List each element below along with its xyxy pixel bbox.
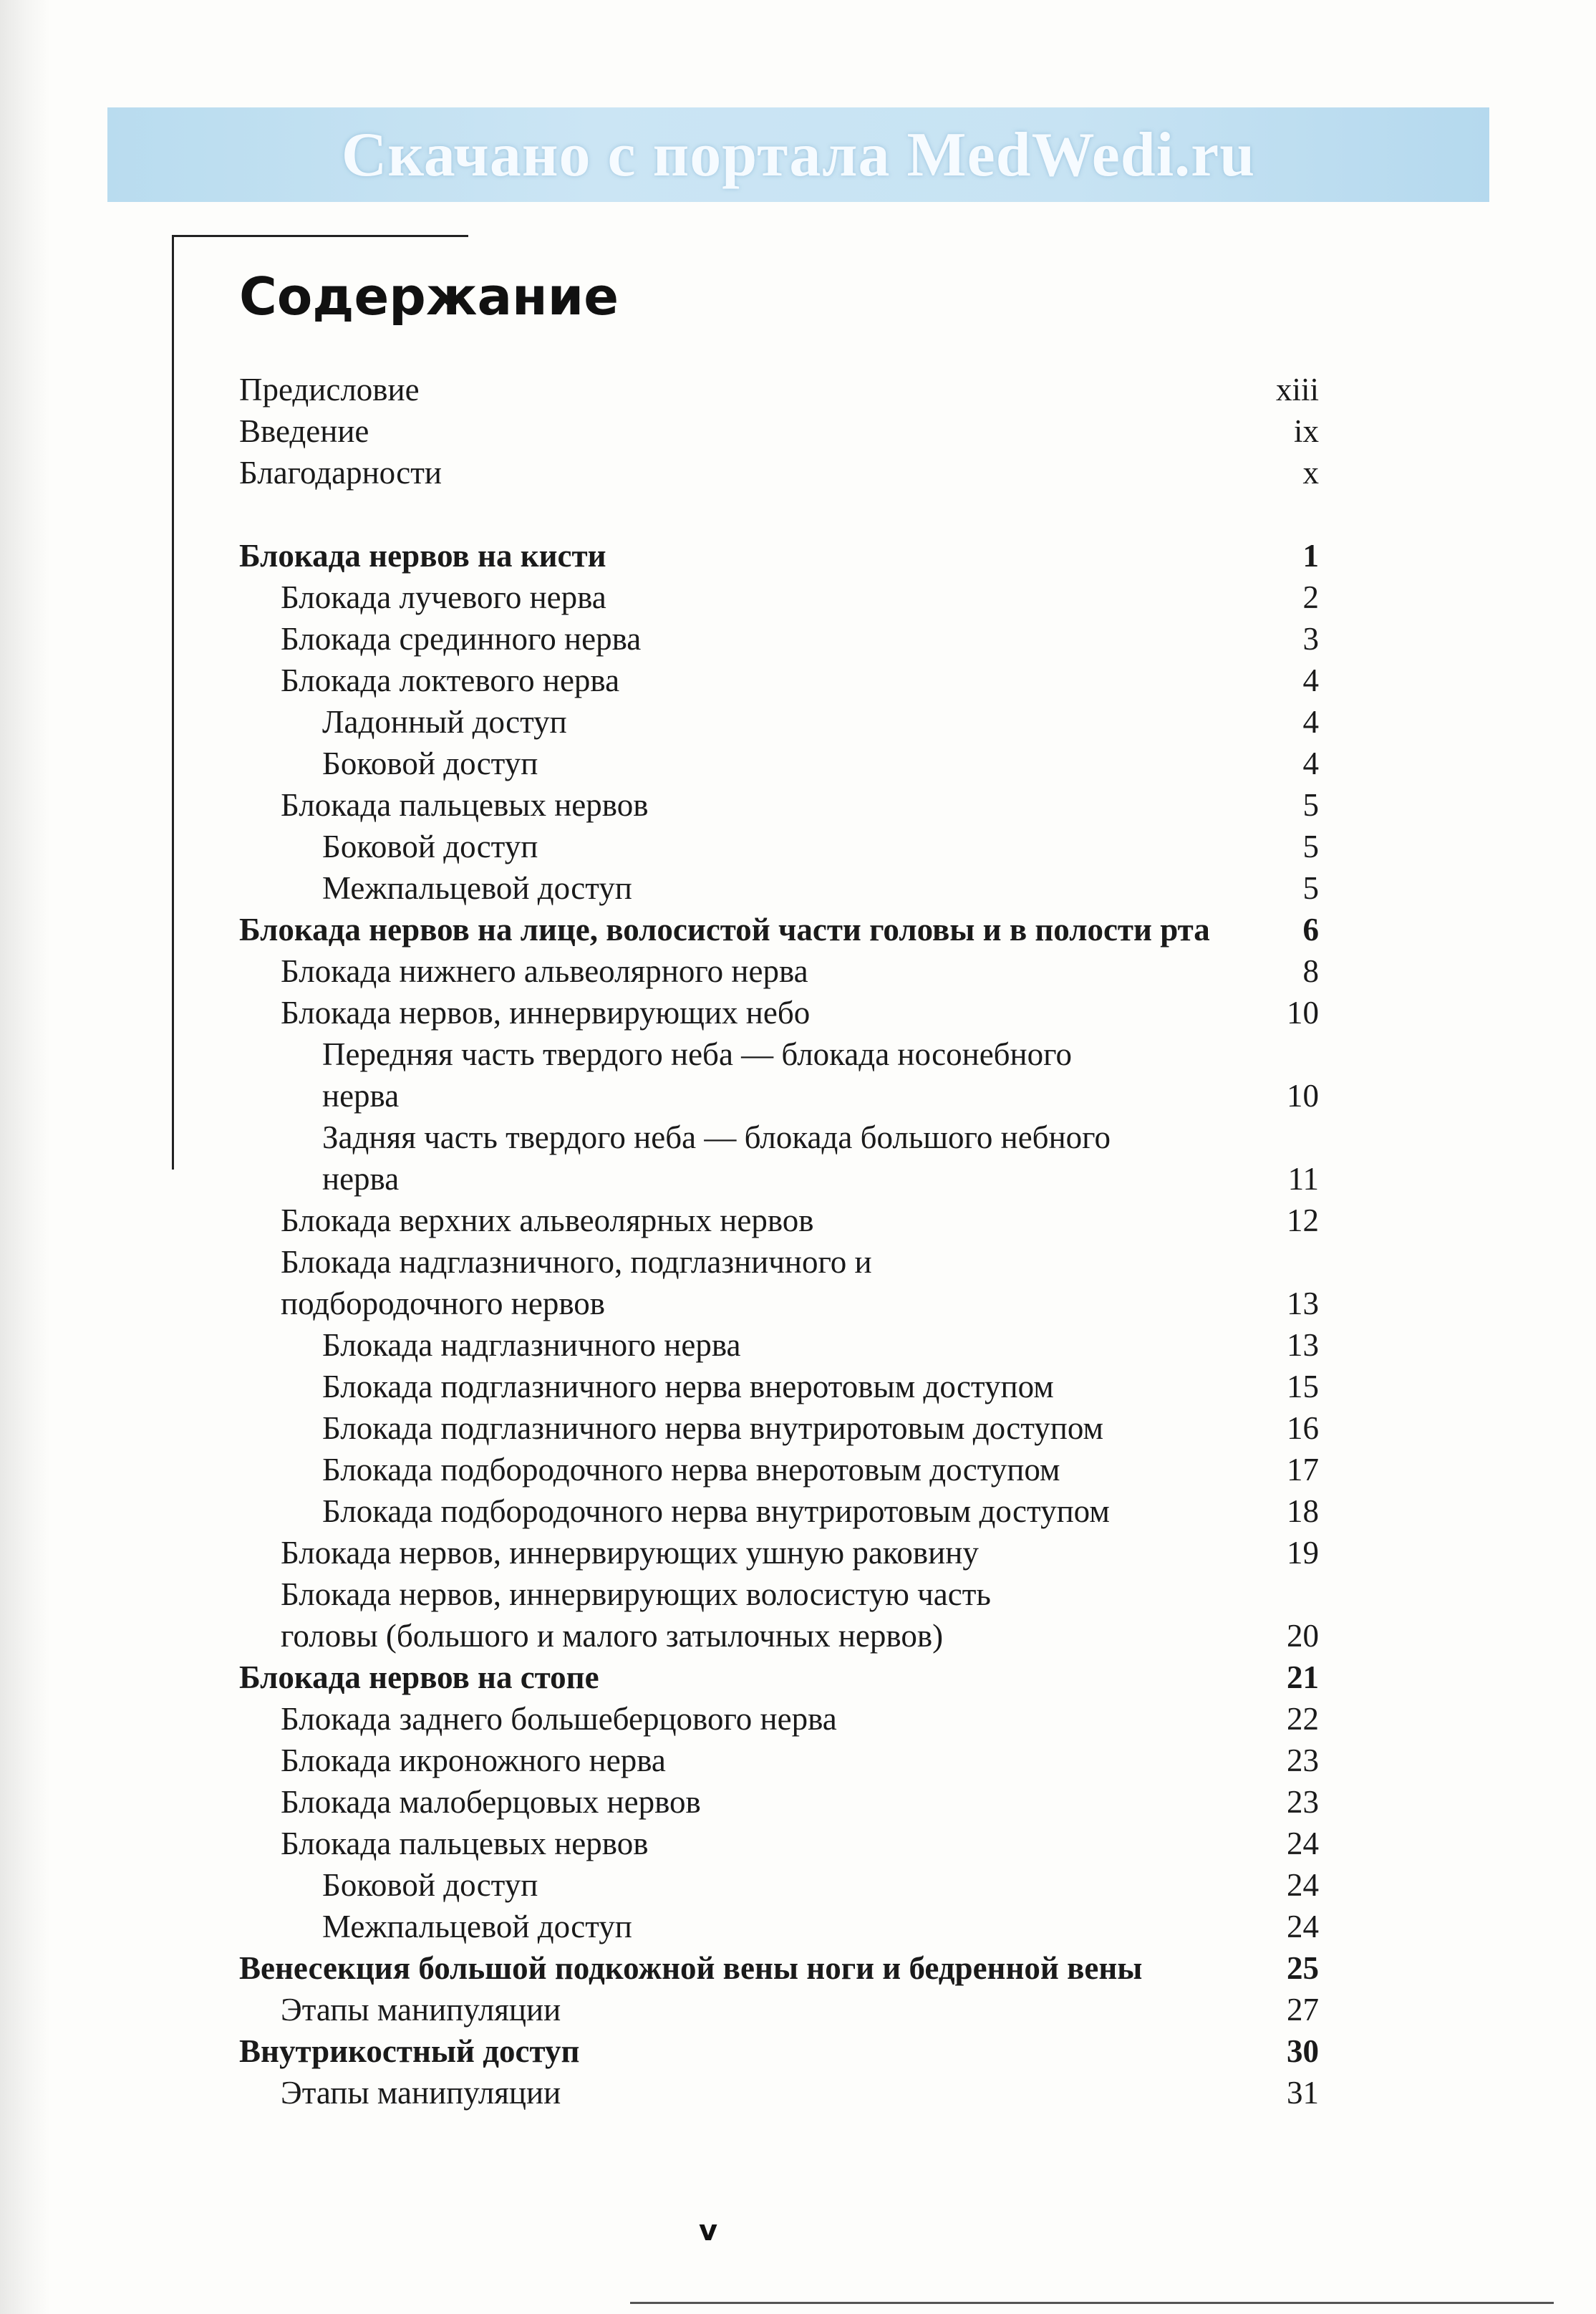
toc-entry[interactable] [239, 1781, 1319, 1823]
toc-entry[interactable] [239, 1947, 1319, 1989]
toc-entry-label: Боковой доступ [322, 746, 538, 781]
toc-entry[interactable] [239, 618, 1319, 660]
toc-entry-page: 22 [1287, 1701, 1319, 1737]
toc-entry[interactable] [239, 950, 1319, 992]
toc-entry-label: Этапы манипуляции [281, 2075, 561, 2111]
toc-entry-label: Блокада нервов на лице, волосистой части головы и в полости рта [239, 912, 1210, 948]
toc-entry-page: 13 [1287, 1286, 1319, 1321]
toc-entry-label: Задняя часть твердого неба — блокада большого небного [322, 1119, 1111, 1155]
toc-entry[interactable] [239, 701, 1319, 743]
toc-entry-page: 11 [1287, 1161, 1319, 1197]
toc-entry[interactable] [239, 369, 1319, 410]
toc-entry-page: 10 [1287, 995, 1319, 1031]
toc-entry-label: нерва [322, 1161, 400, 1197]
toc-entry-page: 5 [1302, 787, 1319, 823]
table-of-contents [239, 369, 1319, 2113]
toc-entry-page: 10 [1287, 1078, 1319, 1114]
toc-entry-page: 12 [1287, 1202, 1319, 1238]
toc-entry-page: 4 [1302, 662, 1319, 698]
toc-entry-page: 24 [1287, 1867, 1319, 1903]
toc-entry-label: Межпальцевой доступ [322, 870, 632, 906]
toc-entry-label: Блокада подбородочного нерва внутриротовым доступом [322, 1493, 1110, 1529]
toc-entry[interactable] [239, 1906, 1319, 1947]
watermark-banner [107, 107, 1489, 202]
toc-entry-label: Блокада пальцевых нервов [281, 787, 649, 823]
toc-entry-page: 4 [1302, 746, 1319, 781]
toc-entry[interactable] [239, 1989, 1319, 2030]
toc-entry-label: Блокада заднего большеберцового нерва [281, 1701, 837, 1737]
toc-entry-label: Введение [239, 413, 369, 449]
scan-edge-shadow [0, 0, 50, 2314]
toc-entry-label: Блокада пальцевых нервов [281, 1826, 649, 1861]
toc-entry[interactable] [239, 1657, 1319, 1698]
toc-entry[interactable] [239, 784, 1319, 826]
toc-entry-label: Блокада малоберцовых нервов [281, 1784, 701, 1820]
toc-entry-page: 21 [1287, 1659, 1319, 1695]
toc-entry[interactable] [239, 452, 1319, 493]
toc-entry-page: 30 [1287, 2033, 1319, 2069]
toc-entry[interactable] [239, 1407, 1319, 1449]
toc-entry-page: 24 [1287, 1909, 1319, 1944]
toc-entry-page: 1 [1302, 538, 1319, 574]
toc-entry[interactable] [239, 1033, 1319, 1075]
toc-entry-label: Блокада нервов, иннервирующих небо [281, 995, 811, 1031]
toc-entry-label: подбородочного нервов [281, 1286, 606, 1321]
toc-entry[interactable] [239, 1283, 1319, 1324]
toc-entry-label: Блокада подбородочного нерва внеротовым доступом [322, 1452, 1060, 1488]
toc-entry-label: нерва [322, 1078, 400, 1114]
toc-entry[interactable] [239, 1158, 1319, 1200]
toc-entry-page: 8 [1302, 953, 1319, 989]
toc-entry-page: 20 [1287, 1618, 1319, 1654]
frame-left-rule [172, 235, 174, 1170]
toc-entry-page: 27 [1287, 1992, 1319, 2028]
toc-entry[interactable] [239, 1324, 1319, 1366]
toc-entry[interactable] [239, 1698, 1319, 1740]
toc-entry[interactable] [239, 867, 1319, 909]
toc-entry[interactable] [239, 1615, 1319, 1657]
toc-entry-label: Боковой доступ [322, 829, 538, 864]
toc-entry[interactable] [239, 660, 1319, 701]
toc-entry-label: Блокада нервов на стопе [239, 1659, 599, 1695]
toc-entry[interactable] [239, 535, 1319, 577]
toc-entry-label: Блокада нервов, иннервирующих ушную раковину [281, 1535, 979, 1571]
toc-entry-page: 3 [1302, 621, 1319, 657]
toc-entry-label: Предисловие [239, 372, 420, 408]
toc-entry[interactable] [239, 992, 1319, 1033]
toc-entry[interactable] [239, 2030, 1319, 2072]
toc-entry-label: Межпальцевой доступ [322, 1909, 632, 1944]
toc-entry-page: ix [1293, 413, 1319, 449]
toc-entry-label: Боковой доступ [322, 1867, 538, 1903]
toc-entry-page: xiii [1275, 372, 1319, 408]
toc-entry[interactable] [239, 1200, 1319, 1241]
toc-entry[interactable] [239, 1740, 1319, 1781]
toc-entry-page: 16 [1287, 1410, 1319, 1446]
toc-entry-page: 19 [1287, 1535, 1319, 1571]
toc-entry-page: 24 [1287, 1826, 1319, 1861]
page-number: v [698, 2214, 718, 2247]
toc-entry-label: Блокада нервов, иннервирующих волосистую часть [281, 1576, 991, 1612]
toc-entry-page: 13 [1287, 1327, 1319, 1363]
toc-entry-label: Блокада надглазничного, подглазничного и [281, 1244, 872, 1280]
toc-entry-page: 2 [1302, 579, 1319, 615]
toc-entry[interactable] [239, 826, 1319, 867]
toc-entry[interactable] [239, 1532, 1319, 1573]
toc-entry-label: Блокада локтевого нерва [281, 662, 620, 698]
toc-entry-label: Блокада лучевого нерва [281, 579, 606, 615]
toc-entry-label: Блокада нервов на кисти [239, 538, 606, 574]
toc-entry[interactable] [239, 1449, 1319, 1490]
toc-entry-page: 17 [1287, 1452, 1319, 1488]
toc-entry-label: Венесекция большой подкожной вены ноги и бедренной вены [239, 1950, 1143, 1986]
watermark-text: Скачано с портала MedWedi.ru [341, 120, 1256, 190]
toc-entry-label: Блокада подглазничного нерва внутриротовым доступом [322, 1410, 1104, 1446]
toc-entry[interactable] [239, 1864, 1319, 1906]
toc-entry-label: Блокада надглазничного нерва [322, 1327, 741, 1363]
toc-entry-page: 5 [1302, 829, 1319, 864]
toc-entry-page: 18 [1287, 1493, 1319, 1529]
toc-entry[interactable] [239, 1573, 1319, 1615]
toc-entry-label: Внутрикостный доступ [239, 2033, 580, 2069]
toc-entry[interactable] [239, 1490, 1319, 1532]
toc-entry[interactable] [239, 1823, 1319, 1864]
toc-entry-label: Благодарности [239, 455, 442, 491]
toc-entry[interactable] [239, 1241, 1319, 1283]
toc-entry-label: Ладонный доступ [322, 704, 567, 740]
toc-entry-label: Блокада подглазничного нерва внеротовым доступом [322, 1369, 1054, 1404]
toc-entry-label: Передняя часть твердого неба — блокада носонебного [322, 1036, 1072, 1072]
toc-entry[interactable] [239, 743, 1319, 784]
toc-entry-label: Блокада икроножного нерва [281, 1742, 666, 1778]
toc-entry[interactable] [239, 577, 1319, 618]
toc-entry-label: Блокада нижнего альвеолярного нерва [281, 953, 808, 989]
toc-entry-page: 23 [1287, 1742, 1319, 1778]
page-title: Содержание [239, 266, 619, 327]
bottom-rule [630, 2302, 1554, 2304]
toc-entry-page: 25 [1287, 1950, 1319, 1986]
toc-entry-label: Блокада верхних альвеолярных нервов [281, 1202, 814, 1238]
toc-entry-page: 6 [1302, 912, 1319, 948]
frame-top-rule [172, 235, 468, 237]
toc-entry-page: 23 [1287, 1784, 1319, 1820]
toc-entry-label: головы (большого и малого затылочных нервов) [281, 1618, 944, 1654]
toc-entry-label: Этапы манипуляции [281, 1992, 561, 2028]
toc-entry[interactable] [239, 909, 1319, 950]
toc-entry-page: x [1302, 455, 1319, 491]
toc-entry-page: 31 [1287, 2075, 1319, 2111]
toc-entry[interactable] [239, 1117, 1319, 1158]
toc-entry[interactable] [239, 1366, 1319, 1407]
toc-entry[interactable] [239, 2072, 1319, 2113]
toc-entry[interactable] [239, 410, 1319, 452]
toc-entry-page: 4 [1302, 704, 1319, 740]
toc-entry[interactable] [239, 1075, 1319, 1117]
toc-entry-label: Блокада срединного нерва [281, 621, 642, 657]
toc-entry-page: 15 [1287, 1369, 1319, 1404]
toc-entry-page: 5 [1302, 870, 1319, 906]
